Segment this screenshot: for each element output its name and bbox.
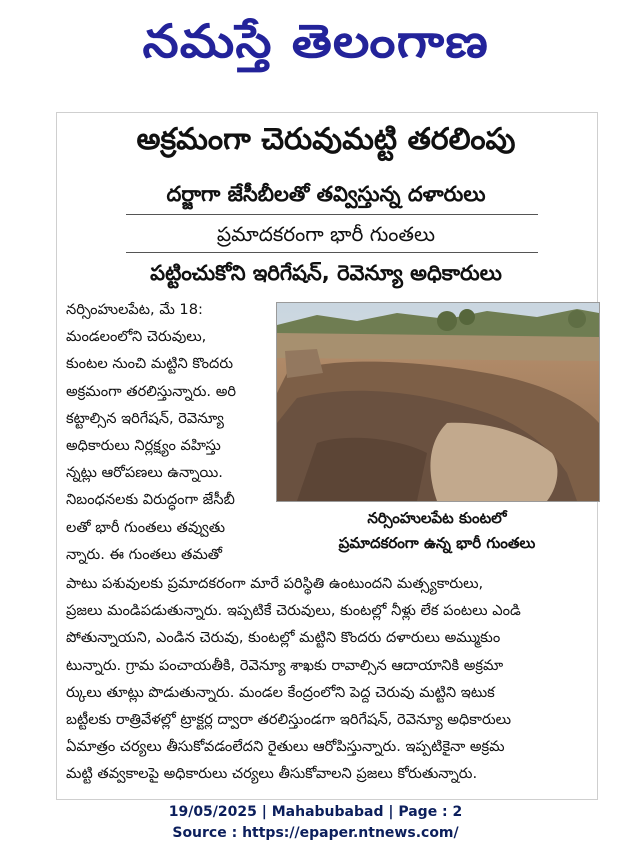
subhead-divider bbox=[126, 214, 538, 215]
body-line: పోతున్నాయని, ఎండిన చెరువు, కుంటల్లో మట్టిని కొందరు దళారులు అమ్ముకుం bbox=[66, 629, 501, 647]
body-line: అధికారులు నిర్లక్ష్యం వహిస్తు bbox=[66, 437, 221, 455]
body-line: పాటు పశువులకు ప్రమాదకరంగా మారే పరిస్థితి ఉంటుందని మత్స్యకారులు, bbox=[66, 575, 484, 592]
article-body-column bbox=[66, 296, 266, 568]
caption-line: నర్సింహులపేట కుంటలో bbox=[367, 509, 507, 527]
article-headline: అక్రమంగా చెరువుమట్టి తరలింపు bbox=[136, 122, 516, 157]
body-line: ర్కులు తూట్లు పొడుతున్నారు. మండల కేంద్రంలోని పెద్ద చెరువు మట్టిని ఇటుక bbox=[66, 683, 495, 701]
source-link[interactable]: Source : https://epaper.ntnews.com/ bbox=[172, 825, 459, 841]
pit-photo-illustration bbox=[277, 303, 599, 501]
body-line: టున్నారు. గ్రామ పంచాయతీకి, రెవెన్యూ శాఖకు రావాల్సిన ఆదాయానికి అక్రమా bbox=[66, 656, 504, 674]
subhead-divider bbox=[126, 252, 538, 253]
article-subhead-3: పట్టించుకోని ఇరిగేషన్, రెవెన్యూ అధికారులు bbox=[150, 261, 502, 285]
body-line: ఏమాత్రం చర్యలు తీసుకోవడంలేదని రైతులు ఆరోపిస్తున్నారు. ఇప్పటికైనా అక్రమ bbox=[66, 738, 505, 756]
photo-caption bbox=[276, 506, 598, 556]
body-line: మండలంలోని చెరువులు, bbox=[66, 328, 207, 346]
body-line: నర్సింహులపేట, మే 18: bbox=[66, 301, 203, 318]
body-line: బట్టీలకు రాత్రివేళల్లో ట్రాక్టర్ల ద్వారా తరలిస్తుండగా ఇరిగేషన్, రెవెన్యూ అధికారులు bbox=[66, 711, 512, 729]
article-subhead-2: ప్రమాదకరంగా భారీ గుంతలు bbox=[216, 222, 436, 246]
body-line: నిబంధనలకు విరుద్ధంగా జేసీబీ bbox=[66, 491, 235, 509]
epaper-footer bbox=[0, 802, 631, 844]
caption-line: ప్రమాదకరంగా ఉన్న భారీ గుంతలు bbox=[338, 534, 536, 552]
body-line: కట్టాల్సిన ఇరిగేషన్, రెవెన్యూ bbox=[66, 409, 224, 427]
body-line: న్నట్లు ఆరోపణలు ఉన్నాయి. bbox=[66, 464, 223, 482]
edition-info: 19/05/2025 | Mahabubabad | Page : 2 bbox=[168, 804, 463, 820]
body-line: అక్రమంగా తరలిస్తున్నారు. అరి bbox=[66, 382, 237, 400]
newspaper-masthead bbox=[0, 6, 631, 76]
article-subhead-1: దర్జాగా జేసీబీలతో తవ్విస్తున్న దళారులు bbox=[166, 182, 486, 206]
body-line: ప్రజలు మండిపడుతున్నారు. ఇప్పటికే చెరువులు, కుంటల్లో నీళ్లు లేక పంటలు ఎండి bbox=[66, 602, 521, 620]
article-photo bbox=[276, 302, 600, 502]
body-line: న్నారు. ఈ గుంతలు తమతో bbox=[66, 545, 223, 563]
article-body-full-width bbox=[66, 570, 594, 788]
body-line: కుంటల నుంచి మట్టిని కొందరు bbox=[66, 355, 234, 373]
body-line: లతో భారీ గుంతలు తవ్వుతు bbox=[66, 518, 226, 536]
masthead-title: నమస్తే తెలంగాణ bbox=[142, 14, 489, 68]
body-line: మట్టి తవ్వకాలపై అధికారులు చర్యలు తీసుకోవాలని ప్రజలు కోరుతున్నారు. bbox=[66, 765, 478, 783]
